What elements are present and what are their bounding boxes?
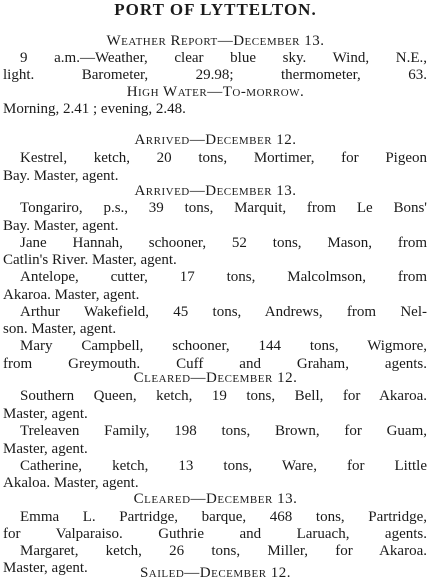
text-line: light. Barometer, 29.98; thermometer, 63. bbox=[3, 67, 427, 83]
section-heading-arrived-dec-13: Arrived—December 13. bbox=[134, 183, 297, 199]
text-line: Kestrel, ketch, 20 tons, Mortimer, for Pigeon bbox=[20, 150, 427, 166]
section-heading-cleared-dec-13: Cleared—December 13. bbox=[133, 491, 298, 507]
text-line: Jane Hannah, schooner, 52 tons, Mason, from bbox=[20, 235, 427, 251]
page-title: PORT OF LYTTELTON. bbox=[114, 0, 317, 19]
text-line: for Valparaiso. Guthrie and Laruach, agents. bbox=[3, 526, 427, 542]
section-heading-sailed-dec-12: Sailed—December 12. bbox=[139, 565, 292, 579]
text-line: Southern Queen, ketch, 19 tons, Bell, for Akaroa. bbox=[20, 388, 427, 404]
text-line: Margaret, ketch, 26 tons, Miller, for Akaroa. bbox=[20, 543, 427, 559]
text-line: Bay. Master, agent. bbox=[3, 168, 119, 184]
section-heading-cleared-dec-12: Cleared—December 12. bbox=[133, 370, 298, 386]
text-line: Antelope, cutter, 17 tons, Malcolmson, from bbox=[20, 269, 427, 285]
section-heading-high-water: High Water—To-morrow. bbox=[126, 84, 305, 100]
text-line: Master, agent. bbox=[3, 441, 88, 457]
text-line: Master, agent. bbox=[3, 406, 88, 422]
section-heading-weather-report: Weather Report—December 13. bbox=[106, 33, 325, 49]
text-line: Bay. Master, agent. bbox=[3, 218, 119, 234]
text-line: from Greymouth. Cuff and Graham, agents. bbox=[3, 356, 427, 372]
text-line: Master, agent. bbox=[3, 560, 88, 576]
text-line: Arthur Wakefield, 45 tons, Andrews, from Nel- bbox=[20, 304, 427, 320]
text-line: Akaroa. Master, agent. bbox=[3, 287, 140, 303]
text-line: Catherine, ketch, 13 tons, Ware, for Little bbox=[20, 458, 427, 474]
text-line: son. Master, agent. bbox=[3, 321, 117, 337]
text-line: Tongariro, p.s., 39 tons, Marquit, from Le Bons' bbox=[20, 200, 427, 216]
section-heading-arrived-dec-12: Arrived—December 12. bbox=[134, 132, 297, 148]
text-line: Treleaven Family, 198 tons, Brown, for Guam, bbox=[20, 423, 427, 439]
text-line: 9 a.m.—Weather, clear blue sky. Wind, N.E., bbox=[20, 50, 427, 66]
text-line: Mary Campbell, schooner, 144 tons, Wigmore, bbox=[20, 338, 427, 354]
text-line: Akaloa. Master, agent. bbox=[3, 475, 139, 491]
text-line: Morning, 2.41 ; evening, 2.48. bbox=[3, 101, 186, 117]
text-line: Catlin's River. Master, agent. bbox=[3, 252, 177, 268]
text-line: Emma L. Partridge, barque, 468 tons, Partridge, bbox=[20, 509, 427, 525]
